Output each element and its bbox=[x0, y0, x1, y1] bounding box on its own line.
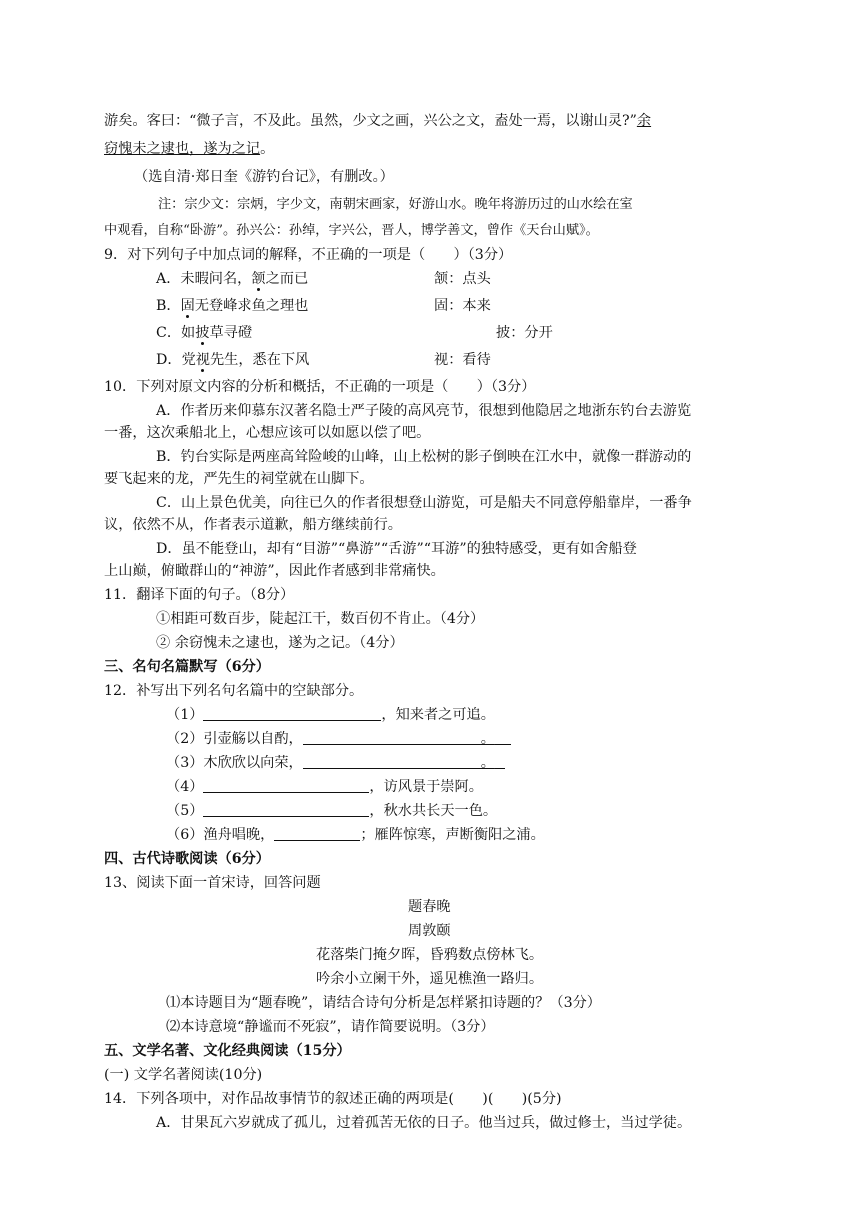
passage-text: 游矣。客曰：“微子言，不及此。虽然，少文之画，兴公之文，盍处一焉，以谢山灵?” bbox=[104, 113, 637, 129]
dotted-word: 固 bbox=[180, 298, 195, 314]
poem-author: 周敦颐 bbox=[408, 923, 451, 939]
section-3-title: 三、名句名篇默写（6分） bbox=[104, 659, 270, 675]
passage-underlined-text: 余 bbox=[636, 113, 652, 129]
question-13-stem: 13、阅读下面一首宋诗，回答问题 bbox=[104, 875, 321, 891]
question-10-option-d-cont: 上山巅，俯瞰群山的“神游”，因此作者感到非常痛快。 bbox=[104, 563, 445, 579]
question-11-sentence-2: ② 余窃愧未之逮也，遂为之记。（4分） bbox=[156, 635, 404, 651]
passage-source: （选自清·郑日奎《游钓台记》，有删改。） bbox=[134, 169, 394, 185]
question-12-item-5: （5） ，秋水共长天一色。 bbox=[166, 803, 498, 819]
passage-line-1 bbox=[104, 112, 651, 130]
answer-blank[interactable] bbox=[303, 730, 481, 745]
question-12-item-3: （3）木欣欣以向荣， 。 bbox=[166, 754, 505, 772]
passage-note: 中观看，自称“卧游”。孙兴公：孙绰，字兴公，晋人，博学善文，曾作《天台山赋》。 bbox=[104, 223, 599, 238]
question-11-stem: 11．翻译下面的句子。（8分） bbox=[104, 587, 295, 603]
question-12-item-6: （6）渔舟唱晚， ；雁阵惊寒，声断衡阳之浦。 bbox=[166, 827, 545, 843]
question-12-item-4: （4） ，访风景于崇阿。 bbox=[166, 779, 483, 795]
question-9-gloss-b: 固：本来 bbox=[434, 298, 491, 314]
question-12-item-1: （1） ，知来者之可追。 bbox=[166, 707, 495, 723]
question-10-option-c-cont: 议，依然不从，作者表示道歉，船方继续前行。 bbox=[104, 517, 402, 533]
passage-underlined-text: 窃愧未之逮也，遂为之记 bbox=[104, 141, 261, 157]
question-10-stem: 10．下列对原文内容的分析和概括，不正确的一项是（ ）（3分） bbox=[104, 379, 536, 395]
question-9-gloss-a: 颔：点头 bbox=[434, 271, 491, 287]
question-11-sentence-1: ①相距可数百步，陡起江干，数百仞不肯止。（4分） bbox=[156, 611, 485, 627]
question-9-option-c: C．如披草寻磴 bbox=[156, 325, 253, 341]
question-9-option-a: A．未暇问名，颔之而已 bbox=[156, 271, 309, 287]
section-5-title: 五、文学名著、文化经典阅读（15分） bbox=[104, 1043, 351, 1059]
question-10-option-a: A．作者历来仰慕东汉著名隐士严子陵的高风亮节，很想到他隐居之地浙东钓台去游览 bbox=[156, 403, 692, 419]
poem-title: 题春晚 bbox=[408, 899, 451, 915]
question-13-part-2: ⑵本诗意境“静谧而不死寂”，请作简要说明。（3分） bbox=[166, 1019, 495, 1035]
answer-blank-tail bbox=[495, 754, 505, 769]
answer-blank[interactable] bbox=[203, 778, 369, 793]
question-9-gloss-d: 视：看待 bbox=[434, 352, 491, 368]
question-10-option-c: C．山上景色优美，向往已久的作者很想登山游览，可是船夫不同意停船靠岸，一番争 bbox=[156, 495, 692, 511]
passage-note: 注：宗少文：宗炳，字少文，南朝宋画家，好游山水。晚年将游历过的山水绘在室 bbox=[158, 197, 633, 212]
answer-blank-tail bbox=[495, 730, 511, 745]
section-4-title: 四、古代诗歌阅读（6分） bbox=[104, 851, 270, 867]
dotted-word: 披 bbox=[195, 325, 210, 341]
question-9-stem: 9．对下列句子中加点词的解释，不正确的一项是（ ）（3分） bbox=[104, 247, 513, 263]
question-13-part-1: ⑴本诗题目为“题春晚”，请结合诗句分析是怎样紧扣诗题的？（3分） bbox=[166, 995, 601, 1011]
answer-blank[interactable] bbox=[203, 802, 369, 817]
question-10-option-b-cont: 要飞起来的龙，严先生的祠堂就在山脚下。 bbox=[104, 471, 374, 487]
question-12-item-2: （2）引壶觞以自酌， 。 bbox=[166, 730, 511, 748]
question-14-stem: 14．下列各项中，对作品故事情节的叙述正确的两项是( )( )(5分) bbox=[104, 1091, 562, 1107]
answer-blank[interactable] bbox=[303, 754, 481, 769]
answer-blank[interactable] bbox=[274, 826, 360, 841]
question-9-option-d: D．党视先生，悉在下风 bbox=[156, 352, 310, 368]
dotted-word: 颔 bbox=[251, 271, 266, 287]
question-10-option-b: B．钓台实际是两座高耸险峻的山峰，山上松树的影子倒映在江水中，就像一群游动的 bbox=[156, 449, 692, 465]
question-9-option-b: B．固无登峰求鱼之理也 bbox=[156, 298, 309, 314]
question-10-option-d: D．虽不能登山，却有“目游”“鼻游”“舌游”“耳游”的独特感受，更有如舍船登 bbox=[156, 541, 637, 557]
question-12-stem: 12．补写出下列名句名篇中的空缺部分。 bbox=[104, 683, 364, 699]
question-10-option-a-cont: 一番，这次乘船北上，心想应该可以如愿以偿了吧。 bbox=[104, 425, 431, 441]
passage-line-2: 窃愧未之逮也，遂为之记。 bbox=[104, 141, 275, 157]
answer-blank[interactable] bbox=[203, 706, 381, 721]
question-9-gloss-c: 披：分开 bbox=[496, 325, 553, 341]
section-5-subtitle: (一) 文学名著阅读(10分) bbox=[104, 1067, 263, 1083]
dotted-word: 视 bbox=[195, 352, 210, 368]
poem-line: 吟余小立阑干外，遥见樵渔一路归。 bbox=[316, 971, 544, 987]
question-14-option-a: A．甘果瓦六岁就成了孤儿，过着孤苦无依的日子。他当过兵，做过修士，当过学徒。 bbox=[156, 1115, 692, 1131]
poem-line: 花落柴门掩夕晖，昏鸦数点傍林飞。 bbox=[316, 947, 544, 963]
